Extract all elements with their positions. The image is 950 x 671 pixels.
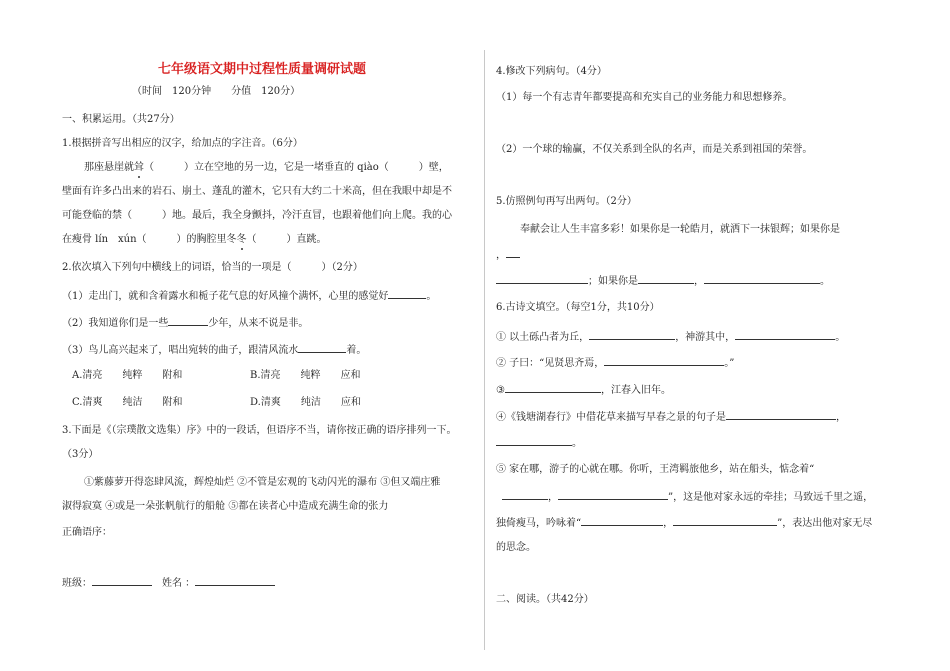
poem-fill-5-line-4: 的思念。 [496,542,536,553]
section-heading-2: 二、阅读。（共42分） [496,594,594,605]
question-2-sentence-2 [62,316,308,330]
question-1-line-4 [62,234,327,246]
q5-text: ；如果你是 [588,276,638,287]
answer-blank[interactable] [168,316,208,326]
option-d: D.清爽 纯洁 应和 [250,397,361,408]
q5-text: ， [694,276,704,287]
q2-text: 着。 [346,345,367,356]
page-title: 七年级语文期中过程性质量调研试题 [158,62,367,77]
q6-text: ，神游其中， [675,332,736,343]
q6-text: ， [663,518,674,529]
answer-blank[interactable] [388,289,426,299]
question-2-sentence-1 [62,289,436,303]
question-6-stem: 6.古诗文填空。（每空1分，共10分） [496,302,660,313]
q6-text: ”，表达出他对家无尽 [777,518,873,529]
dotted-char: 耸 [134,162,144,173]
answer-blank[interactable] [558,490,668,500]
class-label: 班级： [62,578,92,589]
question-4-sentence-1: （1）每一个有志青年都要提高和充实自己的业务能力和思想修养。 [496,92,793,103]
section-heading-1: 一、积累运用。（共27分） [62,114,180,125]
q2-text: （2）我知道你们是一些 [62,318,169,329]
option-a: A.清亮 纯粹 附和 [72,370,183,381]
question-4-stem: 4.修改下列病句。（4分） [496,66,607,77]
question-3-items-1: ①紫藤萝开得恣肆风流，辉煌灿烂 ②不管是宏观的飞动闪光的瀑布 ③但又端庄雅 [84,477,441,488]
q6-text: ，江春入旧年。 [600,385,671,396]
question-3-items-2: 淑得寂寞 ④或是一朵张帆航行的船舱 ⑤都在读者心中造成充满生命的张力 [62,501,389,512]
question-5-stem: 5.仿照例句再写出两句。（2分） [496,196,637,207]
poem-fill-4 [496,410,846,424]
answer-blank[interactable] [506,248,520,258]
poem-fill-5: ⑤ 家在哪，游子的心就在哪。你听，王湾羁旅他乡，站在船头，惦念着“ [496,464,815,475]
q6-text: 。 [835,332,846,343]
q6-text: ④《钱塘湖春行》中借花草来描写早春之景的句子是 [496,412,726,423]
q2-text: 。 [426,291,437,302]
question-5-line-2 [496,274,830,288]
q1-text: （ ）立在空地的另一边，它是一堵垂直的 qiào（ ）壁， [144,162,449,173]
question-2-stem: 2.依次填入下列句中横线上的词语，恰当的一项是（ ）（2分） [62,262,363,273]
poem-fill-4-cont [496,436,582,450]
question-1-line-3: 可能登临的禁（ ）地。最后，我全身颤抖，冷汗直冒，也跟着他们向上爬。我的心 [62,210,452,221]
option-b: B.清亮 纯粹 应和 [250,370,361,381]
question-5-line-1 [496,248,520,262]
q1-text: （ ）直跳。 [246,234,327,245]
class-field[interactable] [92,576,152,586]
q5-text: 。 [820,276,830,287]
answer-blank[interactable] [638,274,694,284]
answer-blank[interactable] [502,490,548,500]
q6-text: ， [836,412,846,423]
question-3-score: （3分） [62,449,99,460]
student-info [62,576,275,590]
q2-text: （1）走出门，就和含着露水和栀子花气息的好风撞个满怀，心里的感觉好 [62,291,389,302]
question-1-line-2: 壁面有许多凸出来的岩石、崩土、蓬乱的灌木，它只有大约二十米高，但在我眼中却是不 [62,186,452,197]
answer-blank[interactable] [704,274,820,284]
column-divider [484,50,485,650]
question-1-stem: 1.根据拼音写出相应的汉字，给加点的字注音。（6分） [62,138,303,149]
name-label: 姓名 ： [162,578,196,589]
question-2-sentence-3 [62,343,366,357]
q5-text: ， [496,250,506,261]
q2-text: 少年，从来不说是非。 [208,318,309,329]
answer-blank[interactable] [496,274,588,284]
question-1-line-1 [84,162,449,174]
q6-text: ① 以土砾凸者为丘， [496,332,590,343]
poem-fill-2 [496,356,734,370]
q6-text: ② 子曰：“见贤思齐焉， [496,358,605,369]
name-field[interactable] [195,576,275,586]
q6-text: 独倚瘦马，吟咏着“ [496,518,582,529]
question-3-stem: 3.下面是《（宗璞散文选集）序》中的一段话，但语序不当，请你按正确的语序排列一下。 [62,425,457,436]
answer-blank[interactable] [298,343,346,353]
option-c: C.清爽 纯洁 附和 [72,397,183,408]
q1-text: 在瘦骨 lín xún（ ）的胸腔里冬 [62,234,237,245]
answer-blank[interactable] [673,516,777,526]
q6-text: 。” [724,358,735,369]
question-4-sentence-2: （2）一个球的输赢，不仅关系到全队的名声，而是关系到祖国的荣誉。 [496,144,813,155]
answer-blank[interactable] [496,436,572,446]
q6-text: ③ [496,385,505,396]
answer-blank[interactable] [589,330,675,340]
answer-order-label: 正确语序： [62,527,112,538]
answer-blank[interactable] [726,410,836,420]
q6-text: ， [548,492,558,503]
dotted-char: 冬 [236,234,247,245]
poem-fill-5-line-3 [496,516,872,530]
poem-fill-3 [496,383,671,397]
exam-info: （时间 120分钟 分值 120分） [132,86,301,97]
q2-text: （3）鸟儿高兴起来了，唱出宛转的曲子，跟清风流水 [62,345,299,356]
poem-fill-5-line-2 [502,490,873,504]
q6-text: 。 [572,438,582,449]
answer-blank[interactable] [505,383,601,393]
poem-fill-1 [496,330,845,344]
question-5-example: 奉献会让人生丰富多彩！如果你是一轮皓月，就洒下一抹银辉；如果你是 [520,224,840,235]
answer-blank[interactable] [604,356,724,366]
q1-text: 那座悬崖就 [84,162,134,173]
answer-blank[interactable] [581,516,663,526]
q6-text: ”，这是他对家永远的牵挂；马致远千里之遥， [668,492,874,503]
answer-blank[interactable] [735,330,835,340]
